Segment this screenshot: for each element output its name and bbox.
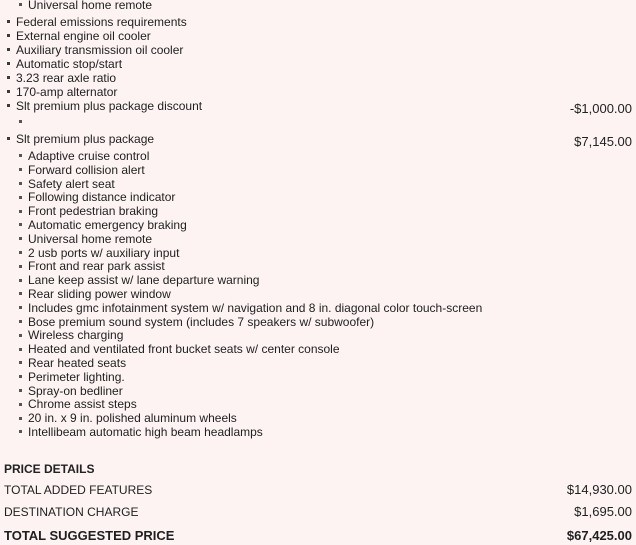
- feature-text: 3.23 rear axle ratio: [16, 71, 117, 85]
- package-price: $7,145.00: [574, 134, 632, 149]
- package-item-text: Forward collision alert: [28, 162, 145, 177]
- package-line: [7, 132, 636, 146]
- bullet-icon: [7, 76, 10, 79]
- bullet-icon: [19, 223, 22, 226]
- package-item: [19, 384, 636, 398]
- package-item: [19, 246, 636, 260]
- package-item: [19, 259, 636, 273]
- bullet-icon: [19, 306, 22, 309]
- package-item-text: Front pedestrian braking: [28, 204, 159, 219]
- bullet-icon: [19, 3, 22, 6]
- price-row-label: DESTINATION CHARGE: [4, 505, 139, 519]
- package-item: [19, 370, 636, 384]
- price-details-title: PRICE DETAILS: [4, 462, 95, 476]
- package-item: [19, 301, 636, 315]
- bullet-icon: [7, 90, 10, 93]
- bullet-icon: [19, 237, 22, 240]
- bullet-icon: [7, 20, 10, 23]
- package-item: [19, 232, 636, 246]
- bullet-icon: [19, 348, 22, 351]
- package-item-text: Intellibeam automatic high beam headlamps: [28, 425, 263, 439]
- bullet-icon: [19, 334, 22, 337]
- price-row-added-features: [4, 482, 632, 498]
- feature-text: Federal emissions requirements: [16, 15, 187, 29]
- bullet-icon: [19, 182, 22, 185]
- price-row-destination: [4, 504, 632, 520]
- bullet-icon: [19, 279, 22, 282]
- package-item-text: Bose premium sound system (includes 7 speakers w/ subwoofer): [28, 314, 375, 329]
- bullet-icon: [19, 389, 22, 392]
- bullet-icon: [7, 48, 10, 51]
- feature-text: Universal home remote: [28, 0, 153, 12]
- total-value: $67,425.00: [566, 528, 632, 543]
- feature-item: [7, 99, 636, 113]
- package-item-text: Adaptive cruise control: [28, 149, 150, 163]
- package-item: [19, 342, 636, 356]
- package-item: [19, 273, 636, 287]
- package-item-text: Perimeter lighting.: [28, 369, 125, 384]
- feature-item: [7, 85, 636, 99]
- discount-price: -$1,000.00: [569, 101, 632, 116]
- feature-text: Auxiliary transmission oil cooler: [16, 43, 184, 57]
- package-item: [19, 425, 636, 439]
- package-item: [19, 328, 636, 342]
- package-item-text: Rear sliding power window: [28, 287, 171, 301]
- price-row-value: $1,695.00: [574, 504, 632, 519]
- bullet-icon: [19, 403, 22, 406]
- package-item: [19, 411, 636, 425]
- package-item-text: Universal home remote: [28, 231, 153, 246]
- feature-item: [7, 71, 636, 85]
- feature-text: Automatic stop/start: [16, 57, 123, 71]
- price-row-total: [4, 528, 632, 544]
- package-item: [19, 149, 636, 163]
- package-item: [19, 204, 636, 218]
- package-item: [19, 287, 636, 301]
- package-item: [19, 177, 636, 191]
- bullet-icon: [7, 62, 10, 65]
- bullet-icon: [7, 137, 10, 140]
- package-item-text: 20 in. x 9 in. polished aluminum wheels: [28, 411, 237, 426]
- package-item-text: 2 usb ports w/ auxiliary input: [28, 245, 180, 260]
- bullet-icon: [19, 210, 22, 213]
- package-item: [19, 315, 636, 329]
- package-item: [19, 163, 636, 177]
- package-item-text: Includes gmc infotainment system w/ navigation and 8 in. diagonal color touch-screen: [28, 300, 483, 315]
- bullet-icon: [19, 251, 22, 254]
- package-item-text: Front and rear park assist: [28, 259, 165, 274]
- feature-item: [7, 57, 636, 71]
- package-item-text: Wireless charging: [28, 328, 124, 343]
- package-item: [19, 218, 636, 232]
- package-item-text: Lane keep assist w/ lane departure warning: [28, 273, 260, 288]
- package-item-text: Spray-on bedliner: [28, 383, 123, 398]
- bullet-icon: [19, 320, 22, 323]
- package-item-text: Heated and ventilated front bucket seats w/ center console: [28, 342, 340, 357]
- package-item-text: Rear heated seats: [28, 356, 127, 370]
- feature-item: [7, 43, 636, 57]
- bullet-icon: [19, 292, 22, 295]
- bullet-icon: [7, 104, 10, 107]
- feature-item: [7, 29, 636, 43]
- bullet-icon: [19, 375, 22, 378]
- package-item: [19, 356, 636, 370]
- package-item: [19, 397, 636, 411]
- bullet-icon: [19, 154, 22, 157]
- package-item-text: Chrome assist steps: [28, 397, 137, 412]
- bullet-icon: [19, 120, 22, 123]
- feature-text: Slt premium plus package discount: [16, 99, 203, 113]
- package-item-text: Automatic emergency braking: [28, 218, 187, 232]
- bullet-icon: [19, 168, 22, 171]
- bullet-icon: [7, 34, 10, 37]
- package-item-text: Safety alert seat: [28, 176, 115, 191]
- bullet-icon: [19, 430, 22, 433]
- package-item: [19, 190, 636, 204]
- bullet-icon: [19, 265, 22, 268]
- feature-item: [19, 0, 636, 12]
- bullet-icon: [19, 417, 22, 420]
- price-row-label: TOTAL ADDED FEATURES: [4, 483, 153, 497]
- bullet-icon: [19, 361, 22, 364]
- feature-item: [7, 15, 636, 29]
- feature-item: [19, 115, 636, 129]
- package-name: Slt premium plus package: [16, 132, 155, 146]
- price-row-value: $14,930.00: [566, 482, 632, 497]
- bullet-icon: [19, 196, 22, 199]
- package-item-text: Following distance indicator: [28, 190, 176, 205]
- feature-text: 170-amp alternator: [16, 85, 118, 99]
- feature-text: External engine oil cooler: [16, 29, 151, 43]
- total-label: TOTAL SUGGESTED PRICE: [4, 528, 175, 543]
